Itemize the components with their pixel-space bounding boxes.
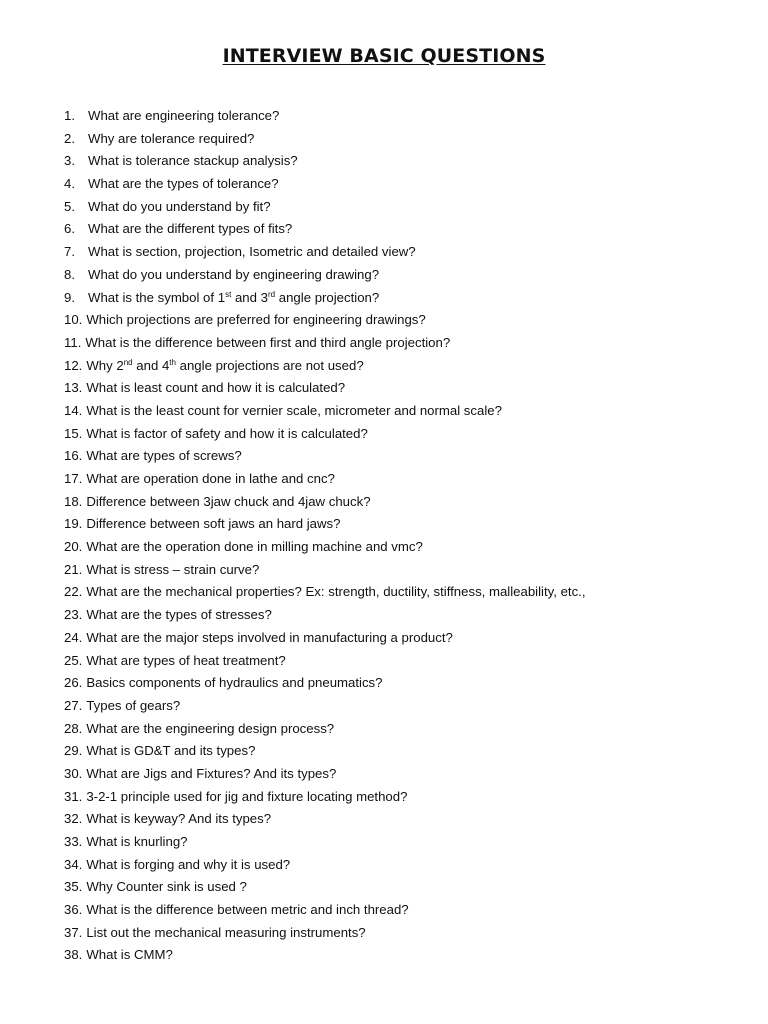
question-list: [64, 106, 754, 968]
question-text: [86, 832, 187, 855]
question-number: 11.: [64, 334, 82, 350]
question-number: 22.: [64, 584, 83, 600]
question-text: [85, 333, 450, 356]
question-text-segment: angle projections are not used?: [175, 357, 364, 373]
question-text: [86, 855, 290, 878]
question-number: 34.: [64, 856, 83, 872]
question-number: 18.: [64, 493, 83, 509]
question-text: [86, 537, 422, 560]
question-number: 14.: [64, 402, 83, 418]
list-item: [64, 832, 754, 855]
question-number: 35.: [64, 879, 83, 895]
question-number: 24.: [64, 629, 83, 645]
list-item: [64, 106, 754, 129]
list-item: [64, 174, 754, 197]
question-text: [86, 469, 335, 492]
question-text-segment: What are the mechanical properties? Ex: strength, ductility, stiffness, malleability, etc.,: [86, 584, 586, 600]
question-text: [88, 129, 254, 152]
question-text-segment: What do you understand by engineering drawing?: [88, 266, 380, 282]
question-text-segment: What is forging and why it is used?: [86, 856, 291, 872]
question-number: 23.: [64, 607, 83, 623]
list-item: [64, 651, 754, 674]
question-text-segment: What is stress – strain curve?: [86, 561, 260, 577]
question-text-segment: Which projections are preferred for engineering drawings?: [86, 312, 426, 328]
question-text-segment: What is the least count for vernier scale, micrometer and normal scale?: [86, 402, 502, 418]
question-text: [86, 424, 367, 447]
list-item: [64, 242, 754, 265]
question-text-segment: What are the types of tolerance?: [88, 176, 279, 192]
list-item: [64, 197, 754, 220]
question-number: 29.: [64, 743, 83, 759]
question-text: [86, 605, 271, 628]
question-text: [86, 356, 363, 379]
list-item: [64, 265, 754, 288]
page-title: INTERVIEW BASIC QUESTIONS: [222, 45, 546, 67]
question-text-segment: What are the engineering design process?: [86, 720, 335, 736]
list-item: [64, 356, 754, 379]
question-number: 9.: [64, 289, 75, 305]
question-text-segment: and 4: [132, 357, 170, 373]
question-number: 6.: [64, 221, 75, 237]
list-item: [64, 673, 754, 696]
question-text-segment: What are the different types of fits?: [88, 221, 293, 237]
question-number: 7.: [64, 244, 75, 260]
question-text-segment: What are operation done in lathe and cnc?: [86, 471, 335, 486]
list-item: [64, 764, 754, 787]
question-text-segment: Types of gears?: [86, 697, 181, 713]
question-text-segment: What is the symbol of 1: [88, 289, 226, 305]
list-item: [64, 310, 754, 333]
question-text: [86, 514, 340, 537]
question-text: [86, 809, 271, 832]
list-item: [64, 333, 754, 356]
ordinal-suffix: th: [169, 357, 176, 367]
list-item: [64, 288, 754, 311]
question-text: [88, 219, 292, 242]
question-text-segment: Difference between 3jaw chuck and 4jaw chuck?: [86, 493, 371, 509]
question-text: [86, 696, 180, 719]
question-number: 33.: [64, 834, 83, 849]
question-text-segment: List out the mechanical measuring instruments?: [86, 924, 366, 940]
question-text-segment: What is least count and how it is calculated?: [86, 380, 346, 396]
question-number: 21.: [64, 561, 83, 577]
ordinal-suffix: rd: [267, 289, 276, 299]
list-item: [64, 582, 754, 605]
question-number: 30.: [64, 765, 83, 781]
list-item: [64, 378, 754, 401]
question-number: 5.: [64, 198, 75, 214]
question-text: [86, 560, 259, 583]
question-text-segment: What is section, projection, Isometric and detailed view?: [88, 244, 416, 260]
question-text: [86, 673, 382, 696]
question-number: 20.: [64, 539, 83, 555]
question-text: [88, 242, 416, 265]
question-text-segment: angle projection?: [275, 289, 380, 305]
question-number: 31.: [64, 788, 83, 804]
list-item: [64, 945, 754, 968]
list-item: [64, 628, 754, 651]
question-text-segment: What is the difference between first and third angle projection?: [85, 334, 451, 350]
question-text-segment: What is CMM?: [86, 947, 173, 963]
list-item: [64, 923, 754, 946]
question-number: 2.: [64, 130, 75, 146]
question-text-segment: What are the operation done in milling machine and vmc?: [86, 539, 423, 555]
question-number: 15.: [64, 425, 83, 441]
question-text: [86, 787, 407, 810]
question-number: 37.: [64, 924, 83, 940]
question-number: 25.: [64, 652, 83, 668]
question-text-segment: Why 2: [86, 357, 124, 373]
question-number: 17.: [64, 471, 83, 486]
question-text: [86, 900, 408, 923]
question-text-segment: What are engineering tolerance?: [88, 108, 280, 123]
question-text-segment: Basics components of hydraulics and pneumatics?: [86, 675, 383, 691]
question-text-segment: What is the difference between metric and inch thread?: [86, 902, 409, 918]
question-number: 38.: [64, 947, 83, 963]
question-text: [88, 106, 279, 129]
question-text-segment: 3-2-1 principle used for jig and fixture locating method?: [86, 788, 408, 804]
list-item: [64, 855, 754, 878]
question-text: [86, 628, 453, 651]
question-number: 8.: [64, 266, 75, 282]
question-text-segment: What do you understand by fit?: [88, 198, 271, 214]
question-text: [86, 310, 425, 333]
question-text-segment: and 3: [231, 289, 268, 305]
question-text: [86, 877, 247, 900]
ordinal-suffix: nd: [123, 357, 133, 367]
question-text-segment: What are Jigs and Fixtures? And its types?: [86, 765, 337, 781]
list-item: [64, 787, 754, 810]
question-text: [86, 378, 345, 401]
question-number: 13.: [64, 380, 83, 396]
list-item: [64, 401, 754, 424]
list-item: [64, 514, 754, 537]
list-item: [64, 129, 754, 152]
list-item: [64, 446, 754, 469]
list-item: [64, 719, 754, 742]
question-number: 27.: [64, 697, 83, 713]
question-text: [86, 651, 285, 674]
ordinal-suffix: st: [225, 289, 232, 299]
list-item: [64, 900, 754, 923]
list-item: [64, 537, 754, 560]
question-text-segment: What is tolerance stackup analysis?: [88, 153, 298, 169]
question-text: [86, 741, 255, 764]
question-text-segment: What is factor of safety and how it is calculated?: [86, 425, 368, 441]
question-text: [86, 719, 334, 742]
question-text-segment: What are the major steps involved in manufacturing a product?: [86, 629, 453, 645]
list-item: [64, 424, 754, 447]
question-text-segment: Why are tolerance required?: [88, 130, 255, 146]
question-text: [86, 923, 365, 946]
question-text: [86, 764, 336, 787]
question-text-segment: What are types of heat treatment?: [86, 652, 286, 668]
question-number: 28.: [64, 720, 83, 736]
question-number: 3.: [64, 153, 75, 169]
list-item: [64, 219, 754, 242]
list-item: [64, 605, 754, 628]
list-item: [64, 741, 754, 764]
question-text-segment: What are types of screws?: [86, 448, 242, 464]
question-text-segment: What is GD&T and its types?: [86, 743, 256, 759]
question-text: [88, 288, 379, 311]
question-number: 12.: [64, 357, 83, 373]
question-text: [88, 174, 279, 197]
question-text-segment: What is knurling?: [86, 834, 188, 849]
list-item: [64, 877, 754, 900]
list-item: [64, 469, 754, 492]
question-number: 32.: [64, 811, 83, 827]
question-text: [86, 446, 241, 469]
list-item: [64, 492, 754, 515]
question-text: [86, 945, 172, 968]
question-number: 26.: [64, 675, 83, 691]
question-number: 16.: [64, 448, 83, 464]
question-text: [88, 151, 298, 174]
list-item: [64, 151, 754, 174]
list-item: [64, 696, 754, 719]
question-text-segment: Difference between soft jaws an hard jaws?: [86, 516, 341, 532]
question-text-segment: Why Counter sink is used ?: [86, 879, 247, 895]
question-text: [86, 582, 585, 605]
question-number: 19.: [64, 516, 83, 532]
question-text: [86, 401, 502, 424]
question-number: 1.: [64, 108, 75, 123]
question-number: 10.: [64, 312, 83, 328]
question-number: 4.: [64, 176, 75, 192]
question-text: [86, 492, 370, 515]
question-text: [88, 265, 379, 288]
question-number: 36.: [64, 902, 83, 918]
question-text-segment: What are the types of stresses?: [86, 607, 272, 623]
list-item: [64, 809, 754, 832]
question-text-segment: What is keyway? And its types?: [86, 811, 272, 827]
list-item: [64, 560, 754, 583]
question-text: [88, 197, 271, 220]
